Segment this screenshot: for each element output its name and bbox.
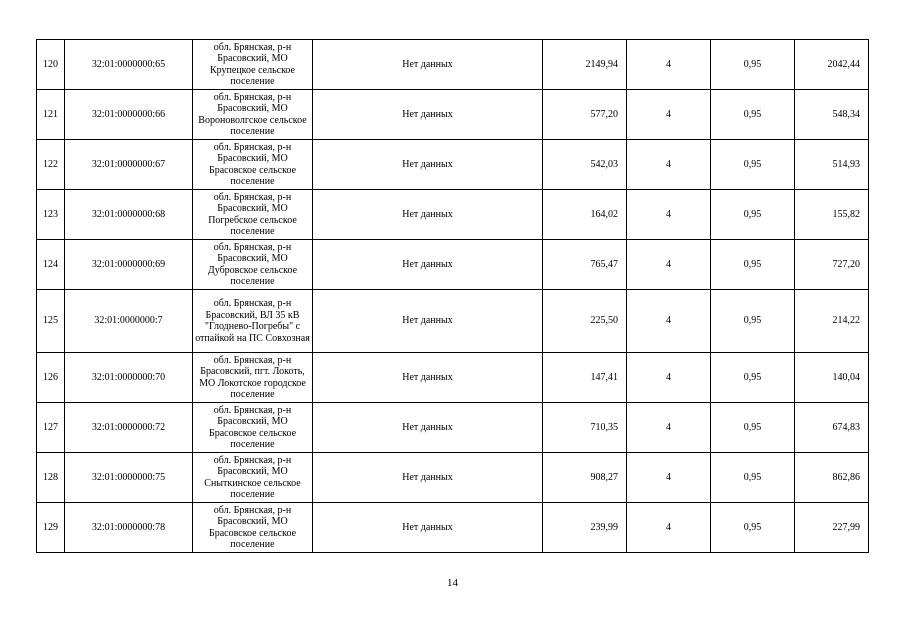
coefficient-cell: 0,95 (711, 140, 795, 190)
table-body (37, 40, 869, 553)
area-cell: 2149,94 (543, 40, 627, 90)
category-cell: 4 (627, 403, 711, 453)
table-row (37, 290, 869, 353)
coefficient-cell: 0,95 (711, 90, 795, 140)
table-row (37, 90, 869, 140)
area-cell: 225,50 (543, 290, 627, 353)
info-cell: Нет данных (313, 503, 543, 553)
cadastral-number-cell: 32:01:0000000:69 (65, 240, 193, 290)
cadastral-number-cell: 32:01:0000000:70 (65, 353, 193, 403)
area-cell: 164,02 (543, 190, 627, 240)
address-cell: обл. Брянская, р-н Брасовский, МО Сныткинское сельское поселение (193, 453, 313, 503)
area-cell: 147,41 (543, 353, 627, 403)
coefficient-cell: 0,95 (711, 503, 795, 553)
area-cell: 908,27 (543, 453, 627, 503)
address-cell: обл. Брянская, р-н Брасовский, МО Дубровское сельское поселение (193, 240, 313, 290)
row-number-cell: 120 (37, 40, 65, 90)
row-number-cell: 125 (37, 290, 65, 353)
category-cell: 4 (627, 90, 711, 140)
cadastral-number-cell: 32:01:0000000:78 (65, 503, 193, 553)
area-cell: 542,03 (543, 140, 627, 190)
address-cell: обл. Брянская, р-н Брасовский, МО Крупецкое сельское поселение (193, 40, 313, 90)
address-cell: обл. Брянская, р-н Брасовский, МО Брасовское сельское поселение (193, 503, 313, 553)
total-cell: 227,99 (795, 503, 869, 553)
info-cell: Нет данных (313, 353, 543, 403)
cadastral-number-cell: 32:01:0000000:75 (65, 453, 193, 503)
address-cell: обл. Брянская, р-н Брасовский, МО Погребское сельское поселение (193, 190, 313, 240)
address-cell: обл. Брянская, р-н Брасовский, пгт. Локоть, МО Локотское городское поселение (193, 353, 313, 403)
cadastral-number-cell: 32:01:0000000:68 (65, 190, 193, 240)
area-cell: 765,47 (543, 240, 627, 290)
total-cell: 674,83 (795, 403, 869, 453)
info-cell: Нет данных (313, 140, 543, 190)
cadastral-number-cell: 32:01:0000000:67 (65, 140, 193, 190)
table-row (37, 403, 869, 453)
row-number-cell: 126 (37, 353, 65, 403)
category-cell: 4 (627, 353, 711, 403)
coefficient-cell: 0,95 (711, 240, 795, 290)
area-cell: 239,99 (543, 503, 627, 553)
row-number-cell: 128 (37, 453, 65, 503)
table-row (37, 40, 869, 90)
row-number-cell: 122 (37, 140, 65, 190)
area-cell: 710,35 (543, 403, 627, 453)
area-cell: 577,20 (543, 90, 627, 140)
table-row (37, 353, 869, 403)
page-number: 14 (447, 577, 458, 589)
address-cell: обл. Брянская, р-н Брасовский, МО Брасовское сельское поселение (193, 140, 313, 190)
info-cell: Нет данных (313, 240, 543, 290)
coefficient-cell: 0,95 (711, 40, 795, 90)
total-cell: 548,34 (795, 90, 869, 140)
table-row (37, 503, 869, 553)
info-cell: Нет данных (313, 453, 543, 503)
coefficient-cell: 0,95 (711, 353, 795, 403)
table-row (37, 140, 869, 190)
row-number-cell: 121 (37, 90, 65, 140)
coefficient-cell: 0,95 (711, 290, 795, 353)
cadastral-number-cell: 32:01:0000000:66 (65, 90, 193, 140)
total-cell: 862,86 (795, 453, 869, 503)
total-cell: 155,82 (795, 190, 869, 240)
row-number-cell: 127 (37, 403, 65, 453)
cadastral-number-cell: 32:01:0000000:65 (65, 40, 193, 90)
total-cell: 514,93 (795, 140, 869, 190)
info-cell: Нет данных (313, 40, 543, 90)
total-cell: 2042,44 (795, 40, 869, 90)
info-cell: Нет данных (313, 403, 543, 453)
row-number-cell: 129 (37, 503, 65, 553)
info-cell: Нет данных (313, 90, 543, 140)
cadastral-number-cell: 32:01:0000000:72 (65, 403, 193, 453)
table-row (37, 240, 869, 290)
info-cell: Нет данных (313, 290, 543, 353)
category-cell: 4 (627, 503, 711, 553)
category-cell: 4 (627, 290, 711, 353)
category-cell: 4 (627, 40, 711, 90)
row-number-cell: 124 (37, 240, 65, 290)
total-cell: 727,20 (795, 240, 869, 290)
address-cell: обл. Брянская, р-н Брасовский, МО Вороноволгское сельское поселение (193, 90, 313, 140)
parcels-table (36, 39, 869, 553)
total-cell: 214,22 (795, 290, 869, 353)
category-cell: 4 (627, 190, 711, 240)
table-row (37, 190, 869, 240)
category-cell: 4 (627, 240, 711, 290)
category-cell: 4 (627, 140, 711, 190)
table-row (37, 453, 869, 503)
total-cell: 140,04 (795, 353, 869, 403)
info-cell: Нет данных (313, 190, 543, 240)
address-cell: обл. Брянская, р-н Брасовский, МО Брасовское сельское поселение (193, 403, 313, 453)
cadastral-number-cell: 32:01:0000000:7 (65, 290, 193, 353)
address-cell: обл. Брянская, р-н Брасовский, ВЛ 35 кВ "Глоднево-Погребы" с отпайкой на ПС Совхозная (193, 290, 313, 353)
category-cell: 4 (627, 453, 711, 503)
coefficient-cell: 0,95 (711, 403, 795, 453)
row-number-cell: 123 (37, 190, 65, 240)
coefficient-cell: 0,95 (711, 453, 795, 503)
coefficient-cell: 0,95 (711, 190, 795, 240)
